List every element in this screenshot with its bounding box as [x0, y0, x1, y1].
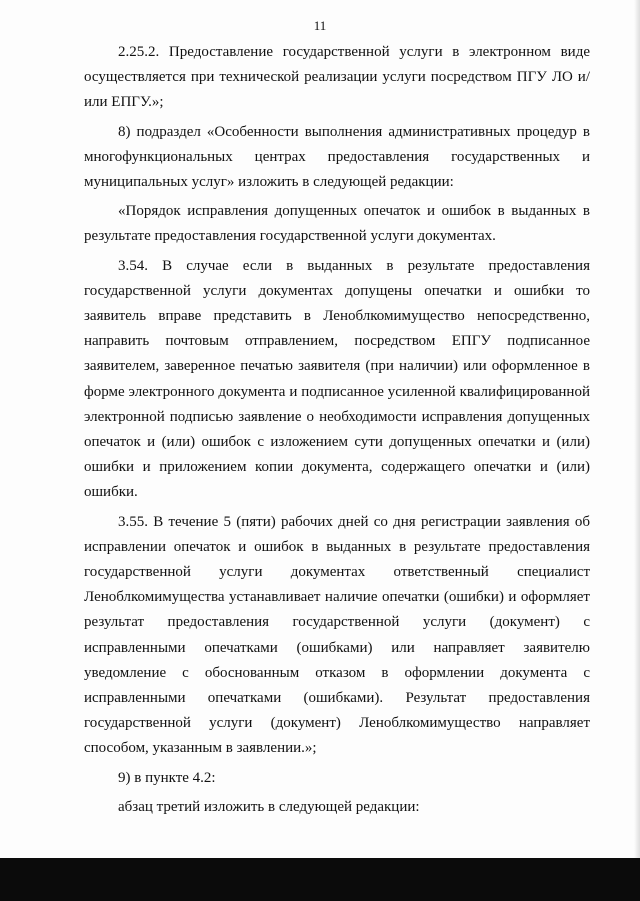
paragraph-2-25-2: 2.25.2. Предоставление государственной услуги в электронном виде осуществляется при технической реализации услуги посредством ПГУ ЛО и/или ЕПГУ.»;	[84, 44, 590, 111]
paragraph-item-9: 9) в пункте 4.2:	[118, 769, 216, 786]
scan-bottom-bar	[0, 858, 640, 901]
paragraph-abzac: абзац третий изложить в следующей редакции:	[118, 798, 420, 815]
scan-edge-shadow	[634, 0, 640, 858]
paragraph-item-8: 8) подраздел «Особенности выполнения административных процедур в многофункциональных центрах предоставления государственных и муниципальных услуг» изложить в следующей редакции:	[84, 123, 590, 191]
page-number: 11	[313, 18, 327, 33]
paragraph-3-55: 3.55. В течение 5 (пяти) рабочих дней со дня регистрации заявления об исправлении опечаток и ошибок в выданных в результате предоставления государственной услуги документах ответственный специалист Леноблкомимущества устанавливает наличие опечатки (ошибки) и оформляет результат предоставления государственной услуги (документ) с исправленными опечатками (ошибками) или направляет заявителю уведомление с обоснованным отказом в оформлении документа с исправленными опечатками (ошибками). Результат предоставления государственной услуги (документ) Леноблкомимущество направляет способом, указанным в заявлении.»;	[84, 513, 590, 757]
document-body	[84, 40, 590, 820]
paragraph-3-54: 3.54. В случае если в выданных в результате предоставления государственной услуги документах допущены опечатки и ошибки то заявитель вправе представить в Леноблкомимущество непосредственно, направить почтовым отправлением, посредством ЕПГУ подписанное заявителем, заверенное печатью заявителя (при наличии) или оформленное в форме электронного документа и подписанное усиленной квалифицированной электронной подписью заявление о необходимости исправления допущенных опечаток и (или) ошибок с изложением сути допущенных опечатки и (или) ошибки и приложением копии документа, содержащего опечатки и (или) ошибки.	[84, 257, 590, 501]
paragraph-section-heading: «Порядок исправления допущенных опечаток и ошибок в выданных в результате предоставления государственной услуги документах.	[84, 203, 590, 245]
